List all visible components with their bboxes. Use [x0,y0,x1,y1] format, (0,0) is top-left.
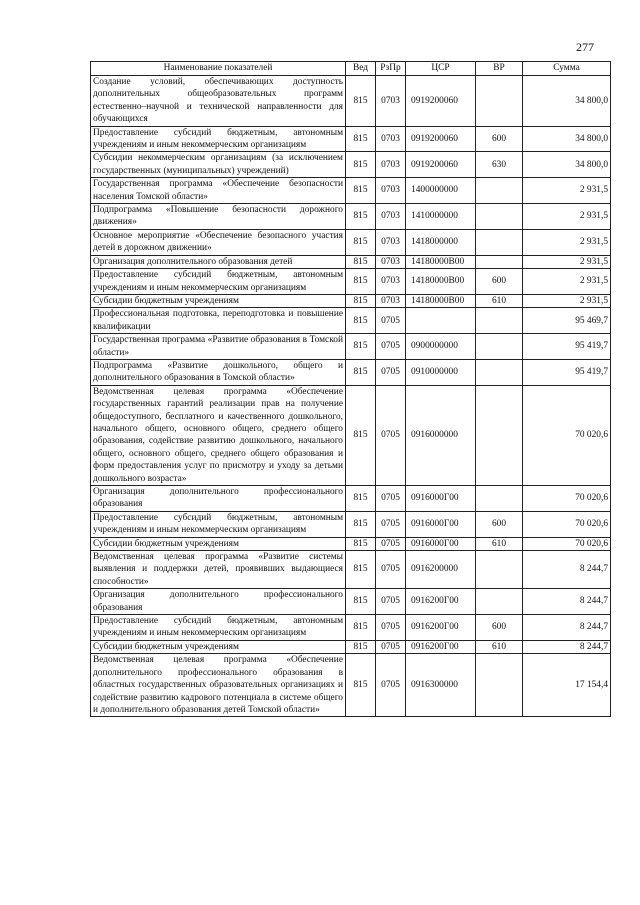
table-row [91,511,611,537]
cell-vr: 600 [476,269,523,295]
column-header-rzpr: РзПр [376,62,406,76]
cell-ved: 815 [346,654,376,717]
cell-sum: 8 244,7 [523,640,611,653]
cell-rzpr: 0705 [376,640,406,653]
cell-csr: 0916200Г00 [406,589,476,615]
cell-ved: 815 [346,76,376,127]
cell-sum: 8 244,7 [523,615,611,641]
cell-name: Ведомственная целевая программа «Обеспечение дополнительного профессионального образования в областных государственных образовательных организациях и содействие развитию кадрового потенциала в системе общего и дополнительного образования детей Томской области» [91,654,346,717]
cell-csr: 0916200Г00 [406,615,476,641]
table-row [91,537,611,550]
table-row [91,551,611,589]
cell-vr [476,178,523,204]
cell-sum: 95 469,7 [523,308,611,334]
cell-rzpr: 0703 [376,76,406,127]
table-row [91,308,611,334]
cell-name: Предоставление субсидий бюджетным, автономным учреждениям и иным некоммерческим организациям [91,615,346,641]
cell-vr [476,204,523,230]
cell-name: Организация дополнительного образования детей [91,255,346,268]
cell-sum: 8 244,7 [523,551,611,589]
cell-sum: 70 020,6 [523,537,611,550]
column-header-vr: ВР [476,62,523,76]
table-row [91,152,611,178]
table-row [91,359,611,385]
cell-vr [476,308,523,334]
cell-vr: 610 [476,640,523,653]
cell-csr: 0910000000 [406,359,476,385]
cell-ved: 815 [346,204,376,230]
cell-ved: 815 [346,615,376,641]
table-header-row [91,62,611,76]
cell-rzpr: 0705 [376,589,406,615]
table-row [91,615,611,641]
cell-sum: 70 020,6 [523,486,611,512]
cell-sum: 95 419,7 [523,359,611,385]
cell-rzpr: 0705 [376,551,406,589]
cell-rzpr: 0705 [376,385,406,485]
cell-rzpr: 0705 [376,308,406,334]
cell-rzpr: 0703 [376,255,406,268]
cell-ved: 815 [346,589,376,615]
cell-name: Субсидии некоммерческим организациям (за исключением государственных (муниципальных) учреждений) [91,152,346,178]
cell-csr: 0919200060 [406,126,476,152]
cell-csr: 0916000Г00 [406,486,476,512]
cell-csr: 14180000В00 [406,294,476,307]
cell-csr: 0919200060 [406,76,476,127]
cell-vr: 610 [476,294,523,307]
column-header-sum: Сумма [523,62,611,76]
cell-rzpr: 0703 [376,152,406,178]
cell-ved: 815 [346,385,376,485]
cell-ved: 815 [346,334,376,360]
cell-vr: 630 [476,152,523,178]
cell-sum: 2 931,5 [523,204,611,230]
cell-ved: 815 [346,269,376,295]
cell-rzpr: 0703 [376,269,406,295]
cell-vr [476,551,523,589]
cell-rzpr: 0705 [376,359,406,385]
cell-vr: 600 [476,126,523,152]
cell-vr [476,654,523,717]
cell-sum: 34 800,0 [523,126,611,152]
cell-name: Субсидии бюджетным учреждениям [91,640,346,653]
cell-csr: 0919200060 [406,152,476,178]
cell-csr: 0916000Г00 [406,537,476,550]
cell-csr: 0916200Г00 [406,640,476,653]
cell-rzpr: 0705 [376,537,406,550]
cell-ved: 815 [346,294,376,307]
cell-ved: 815 [346,308,376,334]
cell-rzpr: 0703 [376,294,406,307]
cell-csr: 1418000000 [406,229,476,255]
cell-vr [476,229,523,255]
table-row [91,589,611,615]
cell-ved: 815 [346,126,376,152]
cell-ved: 815 [346,359,376,385]
cell-sum: 2 931,5 [523,178,611,204]
table-row [91,204,611,230]
cell-rzpr: 0703 [376,229,406,255]
cell-name: Государственная программа «Развитие образования в Томской области» [91,334,346,360]
cell-rzpr: 0703 [376,178,406,204]
table-row [91,294,611,307]
cell-name: Организация дополнительного профессионального образования [91,486,346,512]
table-row [91,654,611,717]
column-header-ved: Вед [346,62,376,76]
cell-name: Основное мероприятие «Обеспечение безопасного участия детей в дорожном движении» [91,229,346,255]
cell-sum: 70 020,6 [523,385,611,485]
cell-ved: 815 [346,152,376,178]
cell-rzpr: 0705 [376,511,406,537]
cell-name: Подпрограмма «Повышение безопасности дорожного движения» [91,204,346,230]
cell-rzpr: 0705 [376,654,406,717]
table-row [91,178,611,204]
cell-name: Профессиональная подготовка, переподготовка и повышение квалификации [91,308,346,334]
column-header-csr: ЦСР [406,62,476,76]
cell-csr: 1410000000 [406,204,476,230]
column-header-name: Наименование показателей [91,62,346,76]
cell-ved: 815 [346,255,376,268]
cell-rzpr: 0705 [376,334,406,360]
cell-csr: 1400000000 [406,178,476,204]
cell-name: Государственная программа «Обеспечение безопасности населения Томской области» [91,178,346,204]
cell-sum: 8 244,7 [523,589,611,615]
cell-ved: 815 [346,537,376,550]
table-row [91,334,611,360]
cell-vr [476,255,523,268]
cell-name: Организация дополнительного профессионального образования [91,589,346,615]
cell-vr: 600 [476,615,523,641]
cell-sum: 2 931,5 [523,294,611,307]
table-row [91,269,611,295]
cell-csr: 0916300000 [406,654,476,717]
cell-csr: 0916200000 [406,551,476,589]
cell-name: Ведомственная целевая программа «Развитие системы выявления и поддержки детей, проявивших выдающиеся способности» [91,551,346,589]
cell-name: Предоставление субсидий бюджетным, автономным учреждениям и иным некоммерческим организациям [91,511,346,537]
cell-rzpr: 0703 [376,126,406,152]
cell-ved: 815 [346,640,376,653]
cell-sum: 34 800,0 [523,76,611,127]
cell-name: Субсидии бюджетным учреждениям [91,294,346,307]
cell-sum: 34 800,0 [523,152,611,178]
cell-vr [476,359,523,385]
table-row [91,76,611,127]
table-row [91,640,611,653]
cell-ved: 815 [346,551,376,589]
cell-vr [476,486,523,512]
cell-ved: 815 [346,229,376,255]
cell-name: Подпрограмма «Развитие дошкольного, общего и дополнительного образования в Томской области» [91,359,346,385]
cell-ved: 815 [346,178,376,204]
table-body [91,76,611,717]
budget-table [90,61,611,717]
table-row [91,385,611,485]
cell-csr: 0916000000 [406,385,476,485]
cell-vr: 610 [476,537,523,550]
table-row [91,229,611,255]
cell-csr [406,308,476,334]
table-row [91,255,611,268]
cell-rzpr: 0703 [376,204,406,230]
cell-sum: 95 419,7 [523,334,611,360]
table-row [91,486,611,512]
cell-csr: 0916000Г00 [406,511,476,537]
cell-csr: 14180000В00 [406,255,476,268]
page-number: 277 [576,40,594,54]
cell-vr: 600 [476,511,523,537]
cell-csr: 0900000000 [406,334,476,360]
cell-sum: 70 020,6 [523,511,611,537]
cell-sum: 2 931,5 [523,229,611,255]
cell-sum: 2 931,5 [523,255,611,268]
cell-csr: 14180000В00 [406,269,476,295]
cell-name: Предоставление субсидий бюджетным, автономным учреждениям и иным некоммерческим организациям [91,126,346,152]
cell-name: Создание условий, обеспечивающих доступность дополнительных общеобразовательных программ естественно–научной и технической направленности для обучающихся [91,76,346,127]
cell-vr [476,76,523,127]
cell-sum: 17 154,4 [523,654,611,717]
cell-name: Ведомственная целевая программа «Обеспечение государственных гарантий реализации прав на получение общедоступного, бесплатного и качественного дошкольного, начального общего, основного общего, среднего общего образования, содействие развитию дошкольного, начального общего, основного общего, среднего общего образования и форм предоставления услуг по присмотру и уходу за детьми дошкольного возраста» [91,385,346,485]
cell-vr [476,589,523,615]
cell-vr [476,334,523,360]
cell-name: Предоставление субсидий бюджетным, автономным учреждениям и иным некоммерческим организациям [91,269,346,295]
cell-ved: 815 [346,486,376,512]
table-row [91,126,611,152]
cell-name: Субсидии бюджетным учреждениям [91,537,346,550]
cell-rzpr: 0705 [376,486,406,512]
cell-vr [476,385,523,485]
cell-sum: 2 931,5 [523,269,611,295]
cell-ved: 815 [346,511,376,537]
cell-rzpr: 0705 [376,615,406,641]
